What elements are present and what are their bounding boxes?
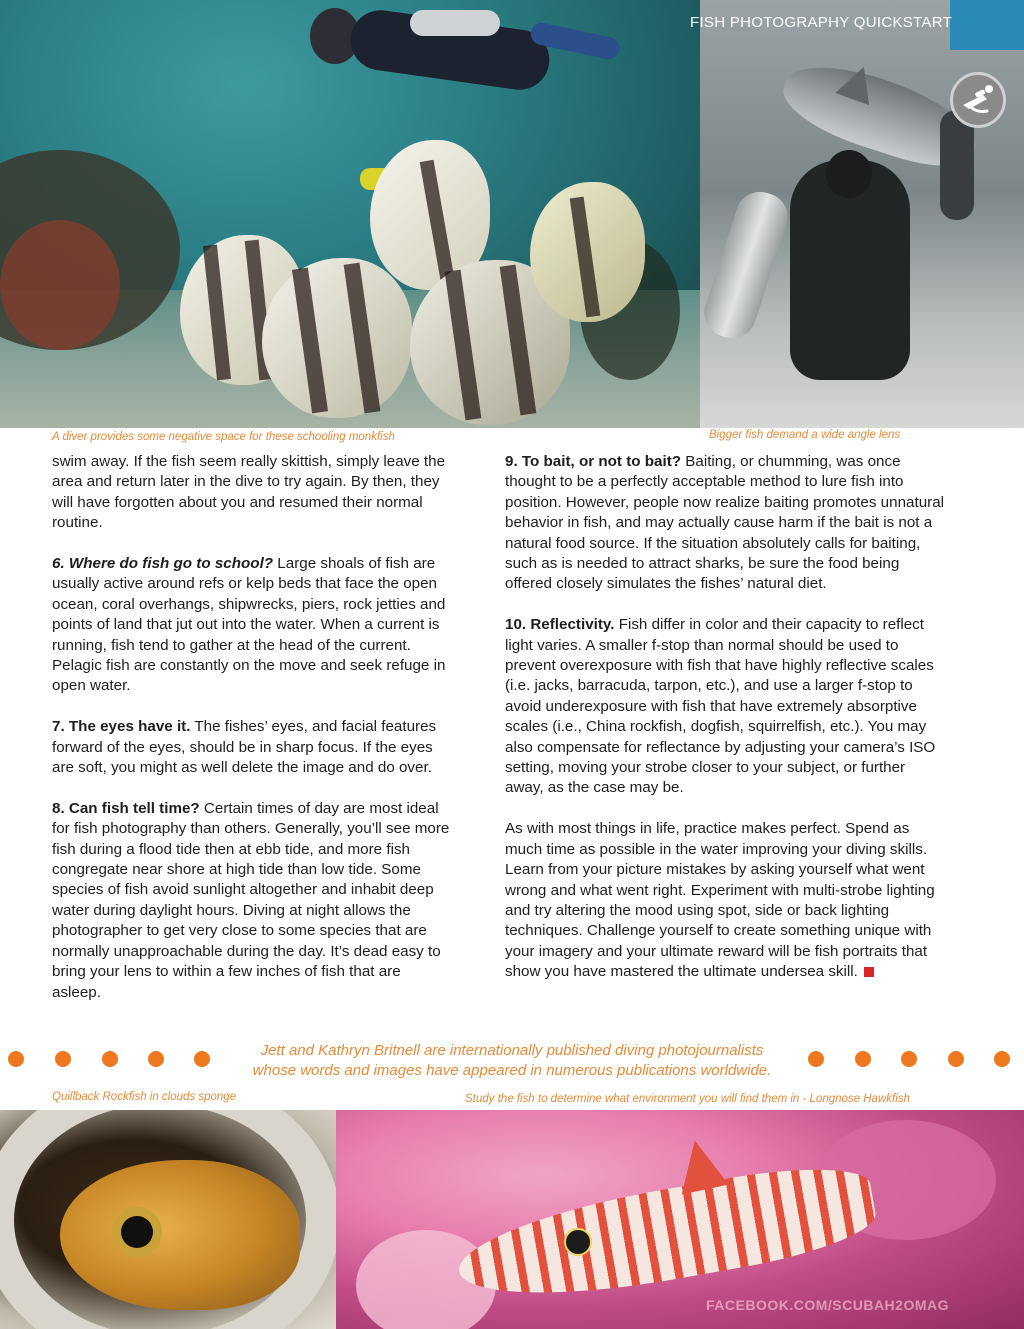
orange-dot xyxy=(8,1051,24,1067)
coral-patch xyxy=(0,220,120,350)
monkfish-5 xyxy=(530,182,645,322)
hawkfish-eye xyxy=(564,1228,592,1256)
photo-quillback-rockfish xyxy=(0,1110,336,1329)
footer-url: FACEBOOK.COM/SCUBAH2OMAG xyxy=(706,1297,950,1313)
orange-dot xyxy=(194,1051,210,1067)
caption-shark: Bigger fish demand a wide angle lens xyxy=(709,429,901,441)
orange-dot xyxy=(948,1051,964,1067)
author-bio xyxy=(215,1041,809,1081)
author-bio-line: Jett and Kathryn Britnell are internationally published diving photojournalists xyxy=(260,1042,764,1059)
section-title: FISH PHOTOGRAPHY QUICKSTART xyxy=(690,14,953,31)
tip-body: Baiting, or chumming, was once thought to be a perfectly acceptable method to lure fish into position. However, people now realize baiting promotes unnatural behavior in fish, and may actually cause harm if the bait is not a natural food source. If the situation absolutely calls for baiting, such as is needed to attract sharks, be sure the food being offered closely simulates the fishes’ natural diet. xyxy=(505,453,945,593)
tip-body: Fish differ in color and their capacity to reflect light varies. A smaller f-stop than normal should be used to prevent overexposure with fish that have highly reflective scales (i.e. jacks, barracuda, tarpon, etc.), and use a larger f-stop to avoid underexposure with fish that have extremely absorptive scales (i.e., China rockfish, dogfish, squirrelfish, etc.). You may also compensate for reflectance by adjusting your camera’s ISO setting, moving your strobe closer to your subject, or further away, as the case may be. xyxy=(505,616,936,797)
article-column-right xyxy=(505,452,945,1003)
hawkfish-fin xyxy=(671,1136,728,1195)
scuba-diver-icon xyxy=(950,72,1006,128)
diver-head xyxy=(826,150,872,198)
tip-heading: 6. Where do fish go to school? xyxy=(52,555,274,573)
end-mark-icon xyxy=(864,967,874,977)
tip-paragraph xyxy=(52,554,452,697)
rockfish-eye xyxy=(112,1207,162,1257)
orange-dot xyxy=(102,1051,118,1067)
tip-paragraph xyxy=(52,799,452,1003)
tip-heading: 7. The eyes have it. xyxy=(52,718,191,736)
closing-paragraph xyxy=(505,819,945,982)
tip-heading: 9. To bait, or not to bait? xyxy=(505,453,682,470)
photo-schooling-monkfish xyxy=(0,0,700,428)
tip-paragraph xyxy=(505,615,945,799)
tip-heading: 10. Reflectivity. xyxy=(505,616,615,634)
tip-body: The fishes’ eyes, and facial features forward of the eyes, should be in sharp focus. If the eyes are soft, you might as well delete the image and do over. xyxy=(52,718,437,777)
photo-shark-divers xyxy=(700,0,1024,428)
author-bio-line: whose words and images have appeared in numerous publications worldwide. xyxy=(252,1062,772,1079)
hawkfish-body xyxy=(451,1154,880,1316)
scuba-tank xyxy=(700,186,794,345)
article-column-left xyxy=(52,452,452,1023)
orange-dot xyxy=(901,1051,917,1067)
tip-paragraph xyxy=(505,452,945,595)
orange-dot xyxy=(808,1051,824,1067)
orange-dot xyxy=(994,1051,1010,1067)
caption-hawkfish: Study the fish to determine what environment you will find them in - Longnose Hawkfish xyxy=(465,1093,910,1105)
orange-dot xyxy=(148,1051,164,1067)
closing-text: As with most things in life, practice makes perfect. Spend as much time as possible in the water improving your diving skills. Learn from your picture mistakes by asking yourself what went wrong and what went right. Experiment with multi-strobe lighting and try altering the mood using spot, side or back lighting techniques. Challenge yourself to create something unique with your imagery and your ultimate reward will be fish portraits that show you have mastered the ultimate undersea skill. xyxy=(505,820,935,981)
tip-paragraph xyxy=(52,717,452,778)
tip-body: Large shoals of fish are usually active around refs or kelp beds that face the open ocean, coral overhangs, shipwrecks, piers, rock jetties and points of land that jut out into the water. When a current is running, fish tend to gather at the head of the current. Pelagic fish are constantly on the move and seek refuge in open water. xyxy=(52,555,446,695)
tip-heading: 8. Can fish tell time? xyxy=(52,799,200,817)
continuation-paragraph: swim away. If the fish seem really skittish, simply leave the area and return later in the dive to try again. By then, they will have forgotten about you and resumed their normal routine. xyxy=(52,453,446,532)
caption-rockfish: Quillback Rockfish in clouds sponge xyxy=(52,1091,237,1103)
scuba-diver xyxy=(300,0,630,120)
orange-dot xyxy=(855,1051,871,1067)
monkfish-2 xyxy=(262,258,412,418)
caption-monkfish: A diver provides some negative space for these schooling monkfish xyxy=(52,431,395,443)
header-accent-tab xyxy=(950,0,1024,50)
rockfish-body xyxy=(60,1160,300,1310)
orange-dot xyxy=(55,1051,71,1067)
tip-body: Certain times of day are most ideal for fish photography than others. Generally, you’ll see more fish during a flood tide then at ebb tide, and more fish congregate near shore at high tide than low tide. Some species of fish avoid sunlight altogether and inhabit deep water during daylight hours. Diving at night allows the photographer to get very close to some species that are normally unapproachable during the day. It’s dead easy to bring your lens to within a few inches of fish that are asleep. xyxy=(52,799,450,1001)
